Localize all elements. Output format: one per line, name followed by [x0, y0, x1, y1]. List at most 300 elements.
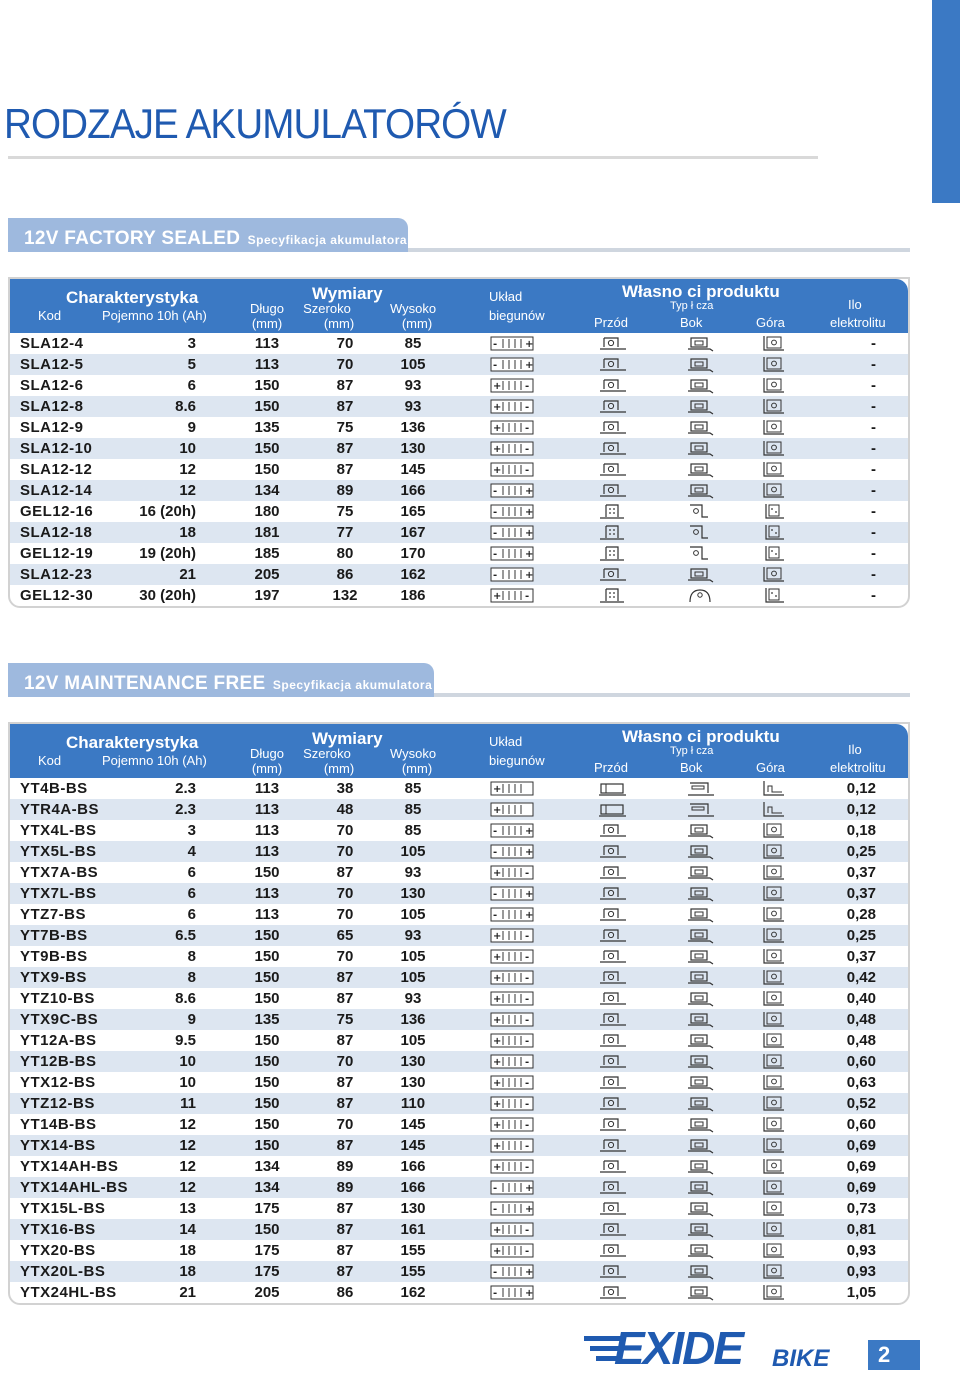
- battery-code: YTX9-BS: [20, 969, 87, 986]
- width-cell: 75: [336, 1011, 354, 1028]
- length-cell: 150: [254, 440, 280, 457]
- svg-text:+: +: [493, 1057, 502, 1068]
- svg-text:-: -: [493, 528, 498, 539]
- terminal-side-icon: [686, 419, 716, 440]
- svg-text:+: +: [493, 805, 502, 816]
- table-body: [10, 333, 908, 606]
- svg-text:+: +: [493, 1036, 502, 1047]
- table-row: [10, 375, 908, 396]
- table-row: [10, 543, 908, 564]
- table-body: [10, 778, 908, 1303]
- battery-code: SLA12-4: [20, 335, 84, 352]
- pole-layout-icon: [490, 1138, 534, 1152]
- battery-code: YTZ12-BS: [20, 1095, 95, 1112]
- header-wysokosc-unit: (mm): [401, 761, 433, 776]
- width-cell: 87: [336, 1032, 354, 1049]
- height-cell: 130: [400, 1053, 426, 1070]
- electrolyte-cell: -: [871, 335, 876, 352]
- terminal-top-icon: [758, 1263, 788, 1284]
- capacity-cell: 6: [187, 377, 196, 394]
- terminal-top-icon: [758, 1221, 788, 1242]
- length-cell: 150: [254, 1032, 280, 1049]
- capacity-cell: 2.3: [175, 780, 196, 797]
- width-cell: 89: [336, 482, 354, 499]
- svg-text:+: +: [493, 868, 502, 879]
- terminal-side-icon: [686, 906, 716, 927]
- terminal-side-icon: [686, 1179, 716, 1200]
- width-cell: 86: [336, 566, 354, 583]
- terminal-front-icon: [598, 524, 628, 545]
- terminal-top-icon: [758, 545, 788, 566]
- height-cell: 155: [400, 1263, 426, 1280]
- pole-layout-icon: [490, 1159, 534, 1173]
- table-row: [10, 1009, 908, 1030]
- electrolyte-cell: 0,93: [846, 1263, 876, 1280]
- capacity-cell: 12: [179, 461, 196, 478]
- terminal-side-icon: [686, 1221, 716, 1242]
- capacity-cell: 30 (20h): [139, 587, 196, 604]
- svg-text:+: +: [493, 1162, 502, 1173]
- svg-text:+: +: [525, 339, 534, 350]
- pole-layout-icon: [490, 928, 534, 942]
- length-cell: 150: [254, 1221, 280, 1238]
- pole-layout-icon: [490, 378, 534, 392]
- terminal-front-icon: [598, 906, 628, 927]
- svg-text:+: +: [493, 952, 502, 963]
- electrolyte-cell: 0,73: [846, 1200, 876, 1217]
- header-biegunow: biegunów: [489, 308, 545, 323]
- width-cell: 86: [336, 1284, 354, 1301]
- page-number-badge: [868, 1340, 920, 1370]
- battery-code: YTX24HL-BS: [20, 1284, 117, 1301]
- pole-layout-icon: [490, 1033, 534, 1047]
- length-cell: 150: [254, 1053, 280, 1070]
- terminal-front-icon: [598, 1116, 628, 1137]
- header-szerokosc: Szeroko: [303, 301, 351, 316]
- pole-layout-icon: [490, 949, 534, 963]
- length-cell: 113: [254, 885, 280, 902]
- terminal-top-icon: [758, 1053, 788, 1074]
- height-cell: 85: [404, 801, 422, 818]
- terminal-front-icon: [598, 1011, 628, 1032]
- width-cell: 70: [336, 1053, 354, 1070]
- terminal-top-icon: [758, 587, 788, 608]
- svg-text:-: -: [525, 1225, 530, 1236]
- terminal-front-icon: [598, 419, 628, 440]
- electrolyte-cell: 0,48: [846, 1032, 876, 1049]
- pole-layout-icon: [490, 441, 534, 455]
- width-cell: 48: [336, 801, 354, 818]
- terminal-side-icon: [686, 948, 716, 969]
- width-cell: 89: [336, 1179, 354, 1196]
- header-pojemnosc: Pojemno 10h (Ah): [102, 308, 207, 323]
- svg-text:-: -: [493, 486, 498, 497]
- terminal-top-icon: [758, 1095, 788, 1116]
- terminal-top-icon: [758, 1242, 788, 1263]
- table-row: [10, 778, 908, 799]
- width-cell: 87: [336, 969, 354, 986]
- table-row: [10, 438, 908, 459]
- electrolyte-cell: 0,12: [846, 801, 876, 818]
- battery-code: YTX20-BS: [20, 1242, 96, 1259]
- page-number: 2: [878, 1342, 891, 1367]
- pole-layout-icon: [490, 991, 534, 1005]
- terminal-side-icon: [686, 524, 716, 545]
- terminal-front-icon: [598, 377, 628, 398]
- width-cell: 87: [336, 1074, 354, 1091]
- svg-text:-: -: [525, 1162, 530, 1173]
- height-cell: 85: [404, 822, 422, 839]
- electrolyte-cell: 0,37: [846, 948, 876, 965]
- electrolyte-cell: 0,25: [846, 843, 876, 860]
- length-cell: 113: [254, 801, 280, 818]
- length-cell: 150: [254, 927, 280, 944]
- svg-text:+: +: [493, 423, 502, 434]
- svg-text:+: +: [525, 1288, 534, 1299]
- terminal-side-icon: [686, 822, 716, 843]
- svg-text:-: -: [525, 423, 530, 434]
- width-cell: 75: [336, 419, 354, 436]
- length-cell: 113: [254, 780, 280, 797]
- capacity-cell: 18: [179, 524, 196, 541]
- terminal-front-icon: [598, 843, 628, 864]
- terminal-front-icon: [598, 927, 628, 948]
- battery-code: YT7B-BS: [20, 927, 88, 944]
- capacity-cell: 12: [179, 1116, 196, 1133]
- table-row: [10, 1051, 908, 1072]
- battery-code: SLA12-9: [20, 419, 84, 436]
- header-dlugosc-unit: (mm): [251, 761, 283, 776]
- svg-text:-: -: [493, 549, 498, 560]
- pole-layout-icon: [490, 462, 534, 476]
- capacity-cell: 12: [179, 482, 196, 499]
- capacity-cell: 21: [179, 566, 196, 583]
- svg-text:-: -: [525, 1246, 530, 1257]
- svg-text:-: -: [493, 847, 498, 858]
- capacity-cell: 8.6: [175, 990, 196, 1007]
- battery-code: SLA12-18: [20, 524, 93, 541]
- width-cell: 87: [336, 1200, 354, 1217]
- table-row: [10, 1030, 908, 1051]
- battery-code: SLA12-8: [20, 398, 84, 415]
- section-tab: [8, 663, 434, 697]
- pole-layout-icon: [490, 399, 534, 413]
- electrolyte-cell: 0,37: [846, 864, 876, 881]
- electrolyte-cell: 0,93: [846, 1242, 876, 1259]
- header-charakterystyka: Charakterystyka: [66, 288, 199, 307]
- height-cell: 105: [400, 969, 426, 986]
- terminal-side-icon: [686, 885, 716, 906]
- svg-text:-: -: [525, 952, 530, 963]
- battery-code: YT4B-BS: [20, 780, 88, 797]
- electrolyte-cell: 0,42: [846, 969, 876, 986]
- capacity-cell: 12: [179, 1179, 196, 1196]
- height-cell: 145: [400, 461, 426, 478]
- length-cell: 150: [254, 948, 280, 965]
- electrolyte-cell: 0,52: [846, 1095, 876, 1112]
- battery-code: YTX7L-BS: [20, 885, 97, 902]
- terminal-top-icon: [758, 482, 788, 503]
- capacity-cell: 13: [179, 1200, 196, 1217]
- electrolyte-cell: -: [871, 503, 876, 520]
- capacity-cell: 3: [187, 335, 196, 352]
- electrolyte-cell: -: [871, 587, 876, 604]
- table-row: [10, 925, 908, 946]
- terminal-front-icon: [598, 1179, 628, 1200]
- terminal-side-icon: [686, 1116, 716, 1137]
- height-cell: 93: [404, 927, 422, 944]
- width-cell: 87: [336, 1263, 354, 1280]
- header-bok: Bok: [680, 315, 703, 330]
- width-cell: 87: [336, 864, 354, 881]
- terminal-front-icon: [598, 503, 628, 524]
- terminal-side-icon: [686, 1137, 716, 1158]
- svg-text:+: +: [493, 1015, 502, 1026]
- height-cell: 105: [400, 948, 426, 965]
- width-cell: 87: [336, 1137, 354, 1154]
- pole-layout-icon: [490, 1054, 534, 1068]
- title-divider: [8, 156, 818, 159]
- svg-text:-: -: [525, 1078, 530, 1089]
- pole-layout-icon: [490, 1201, 534, 1215]
- height-cell: 93: [404, 377, 422, 394]
- spec-table: [8, 722, 910, 1305]
- pole-layout-icon: [490, 1222, 534, 1236]
- terminal-top-icon: [758, 524, 788, 545]
- header-elektrolitu: elektrolitu: [830, 760, 886, 775]
- pole-layout-icon: [490, 336, 534, 350]
- svg-text:-: -: [493, 889, 498, 900]
- table-row: [10, 883, 908, 904]
- width-cell: 87: [336, 990, 354, 1007]
- capacity-cell: 10: [179, 1074, 196, 1091]
- terminal-top-icon: [758, 398, 788, 419]
- svg-text:-: -: [525, 1057, 530, 1068]
- width-cell: 70: [336, 885, 354, 902]
- battery-code: YTX14AH-BS: [20, 1158, 119, 1175]
- capacity-cell: 10: [179, 440, 196, 457]
- terminal-side-icon: [686, 780, 716, 801]
- terminal-front-icon: [598, 545, 628, 566]
- pole-layout-icon: [490, 546, 534, 560]
- height-cell: 166: [400, 1158, 426, 1175]
- battery-code: GEL12-16: [20, 503, 94, 520]
- battery-code: YTX4L-BS: [20, 822, 97, 839]
- width-cell: 89: [336, 1158, 354, 1175]
- capacity-cell: 11: [180, 1095, 196, 1112]
- electrolyte-cell: -: [871, 545, 876, 562]
- svg-text:+: +: [493, 1078, 502, 1089]
- battery-code: YTX16-BS: [20, 1221, 96, 1238]
- battery-code: YT12B-BS: [20, 1053, 97, 1070]
- length-cell: 205: [254, 566, 280, 583]
- header-przod: Przód: [594, 315, 628, 330]
- svg-text:+: +: [493, 1246, 502, 1257]
- table-row: [10, 1093, 908, 1114]
- page-title: RODZAJE AKUMULATORÓW: [4, 100, 506, 147]
- battery-code: YTR4A-BS: [20, 801, 100, 818]
- svg-text:+: +: [493, 1225, 502, 1236]
- terminal-top-icon: [758, 1284, 788, 1305]
- header-przod: Przód: [594, 760, 628, 775]
- electrolyte-cell: -: [871, 398, 876, 415]
- svg-text:+: +: [525, 1204, 534, 1215]
- terminal-front-icon: [598, 801, 628, 822]
- terminal-top-icon: [758, 801, 788, 822]
- capacity-cell: 9.5: [175, 1032, 196, 1049]
- corner-tab: [932, 0, 960, 203]
- electrolyte-cell: 1,05: [846, 1284, 876, 1301]
- battery-code: SLA12-6: [20, 377, 84, 394]
- battery-code: SLA12-10: [20, 440, 93, 457]
- svg-text:-: -: [493, 826, 498, 837]
- width-cell: 87: [336, 461, 354, 478]
- battery-code: YTX20L-BS: [20, 1263, 106, 1280]
- table-row: [10, 417, 908, 438]
- header-dlugosc: Długo: [250, 746, 284, 761]
- header-uklad: Układ: [489, 289, 523, 304]
- pole-layout-icon: [490, 567, 534, 581]
- electrolyte-cell: -: [871, 482, 876, 499]
- svg-text:-: -: [525, 973, 530, 984]
- svg-text:-: -: [525, 381, 530, 392]
- terminal-side-icon: [686, 1053, 716, 1074]
- svg-text:-: -: [493, 507, 498, 518]
- height-cell: 130: [400, 440, 426, 457]
- logo-mark-icon: [584, 1322, 854, 1370]
- width-cell: 65: [336, 927, 354, 944]
- svg-text:+: +: [493, 465, 502, 476]
- battery-code: YT14B-BS: [20, 1116, 97, 1133]
- header-uklad: Układ: [489, 734, 523, 749]
- table-row: [10, 1198, 908, 1219]
- terminal-side-icon: [686, 1242, 716, 1263]
- battery-code: YTX9C-BS: [20, 1011, 99, 1028]
- length-cell: 135: [254, 419, 280, 436]
- svg-text:-: -: [493, 1267, 498, 1278]
- svg-text:-: -: [525, 931, 530, 942]
- table-row: [10, 1072, 908, 1093]
- capacity-cell: 6: [187, 885, 196, 902]
- length-cell: 150: [254, 969, 280, 986]
- length-cell: 134: [254, 482, 280, 499]
- terminal-side-icon: [686, 356, 716, 377]
- terminal-front-icon: [598, 1137, 628, 1158]
- svg-text:+: +: [525, 1267, 534, 1278]
- terminal-top-icon: [758, 1158, 788, 1179]
- pole-layout-icon: [490, 1075, 534, 1089]
- pole-layout-icon: [490, 1180, 534, 1194]
- electrolyte-cell: -: [871, 461, 876, 478]
- section-subtitle: Specyfikacja akumulatora: [272, 678, 433, 692]
- battery-code: YTX14AHL-BS: [20, 1179, 129, 1196]
- terminal-top-icon: [758, 1200, 788, 1221]
- svg-text:+: +: [493, 1120, 502, 1131]
- capacity-cell: 9: [187, 1011, 196, 1028]
- svg-text:-: -: [525, 465, 530, 476]
- svg-text:+: +: [493, 994, 502, 1005]
- header-bok: Bok: [680, 760, 703, 775]
- capacity-cell: 2.3: [175, 801, 196, 818]
- svg-text:+: +: [525, 360, 534, 371]
- electrolyte-cell: 0,60: [846, 1053, 876, 1070]
- table-header: [10, 279, 908, 333]
- capacity-cell: 18: [179, 1263, 196, 1280]
- battery-code: YTX7A-BS: [20, 864, 99, 881]
- terminal-top-icon: [758, 1074, 788, 1095]
- terminal-front-icon: [598, 1032, 628, 1053]
- terminal-top-icon: [758, 1137, 788, 1158]
- height-cell: 136: [400, 419, 426, 436]
- table-row: [10, 1177, 908, 1198]
- length-cell: 150: [254, 1137, 280, 1154]
- svg-text:+: +: [525, 570, 534, 581]
- pole-layout-icon: [490, 1285, 534, 1299]
- svg-text:+: +: [525, 549, 534, 560]
- length-cell: 175: [254, 1242, 280, 1259]
- header-szerokosc: Szeroko: [303, 746, 351, 761]
- battery-code: YTX12-BS: [20, 1074, 96, 1091]
- terminal-front-icon: [598, 482, 628, 503]
- electrolyte-cell: 0,37: [846, 885, 876, 902]
- table-row: [10, 501, 908, 522]
- table-row: [10, 333, 908, 354]
- terminal-top-icon: [758, 969, 788, 990]
- length-cell: 134: [254, 1158, 280, 1175]
- terminal-top-icon: [758, 356, 788, 377]
- table-row: [10, 1240, 908, 1261]
- svg-text:-: -: [525, 1015, 530, 1026]
- height-cell: 110: [400, 1095, 426, 1112]
- terminal-side-icon: [686, 1158, 716, 1179]
- capacity-cell: 6: [187, 864, 196, 881]
- battery-code: SLA12-14: [20, 482, 93, 499]
- terminal-front-icon: [598, 335, 628, 356]
- terminal-top-icon: [758, 1011, 788, 1032]
- width-cell: 80: [336, 545, 354, 562]
- pole-layout-icon: [490, 1264, 534, 1278]
- terminal-top-icon: [758, 1032, 788, 1053]
- table-row: [10, 585, 908, 606]
- table-row: [10, 480, 908, 501]
- terminal-top-icon: [758, 566, 788, 587]
- table-row: [10, 967, 908, 988]
- terminal-top-icon: [758, 927, 788, 948]
- capacity-cell: 6: [187, 906, 196, 923]
- terminal-side-icon: [686, 843, 716, 864]
- svg-text:-: -: [525, 994, 530, 1005]
- svg-text:-: -: [525, 1036, 530, 1047]
- capacity-cell: 10: [179, 1053, 196, 1070]
- terminal-front-icon: [598, 1200, 628, 1221]
- terminal-top-icon: [758, 1179, 788, 1200]
- battery-code: SLA12-23: [20, 566, 93, 583]
- capacity-cell: 9: [187, 419, 196, 436]
- capacity-cell: 14: [179, 1221, 196, 1238]
- header-kod: Kod: [38, 308, 62, 323]
- width-cell: 132: [332, 587, 358, 604]
- table-row: [10, 841, 908, 862]
- length-cell: 134: [254, 1179, 280, 1196]
- pole-layout-icon: [490, 802, 534, 816]
- header-dlugosc: Długo: [250, 301, 284, 316]
- terminal-top-icon: [758, 906, 788, 927]
- terminal-side-icon: [686, 566, 716, 587]
- svg-text:+: +: [493, 381, 502, 392]
- height-cell: 85: [404, 780, 422, 797]
- terminal-side-icon: [686, 461, 716, 482]
- table-row: [10, 1156, 908, 1177]
